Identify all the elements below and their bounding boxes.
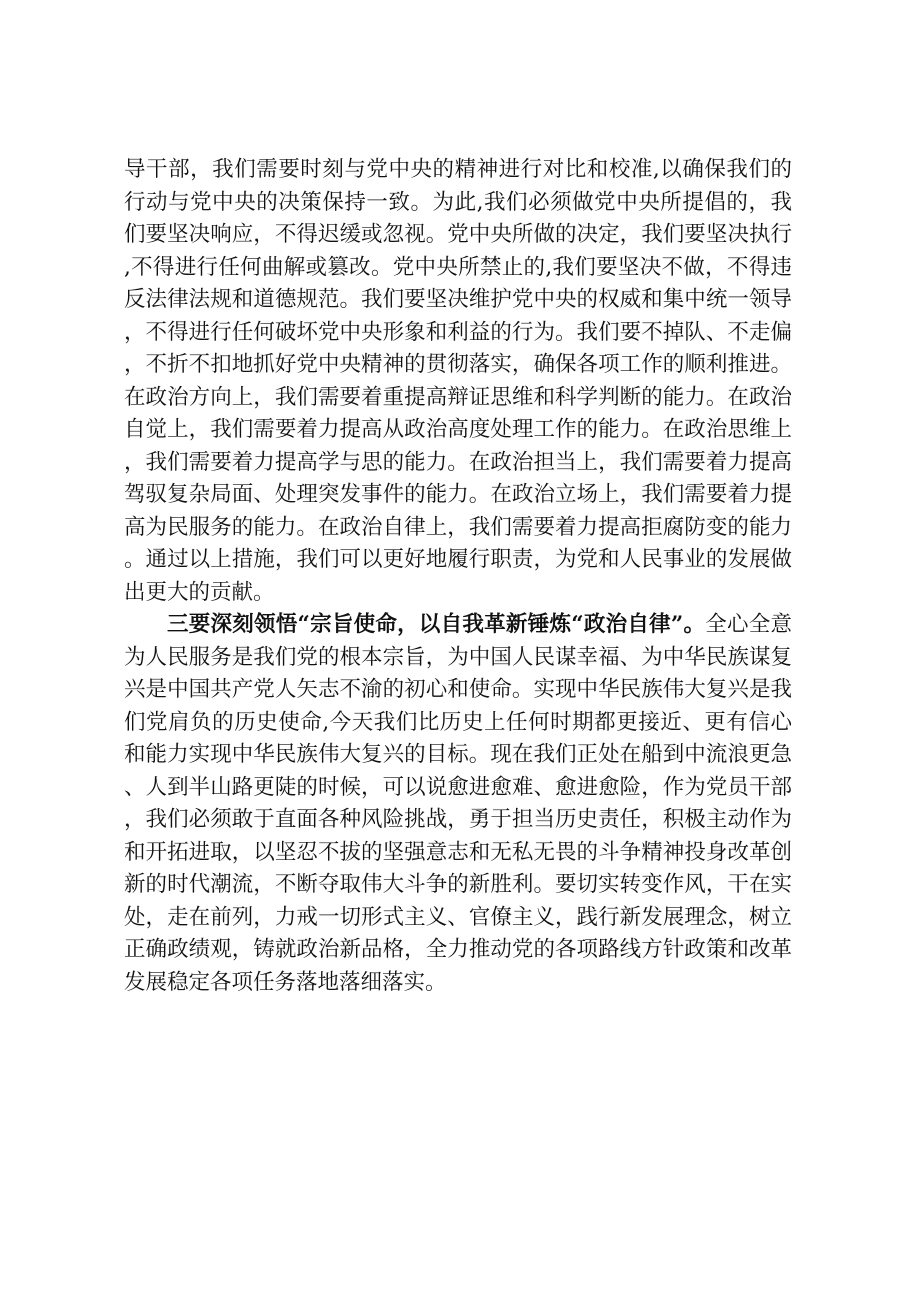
section-paragraph xyxy=(124,609,792,999)
paragraph-text: 导干部，我们需要时刻与党中央的精神进行对比和校准,以确保我们的行动与党中央的决策保持一致。为此,我们必须做党中央所提倡的，我们要坚决响应，不得迟缓或忽视。党中央所做的决定，我们要坚决执行,不得进行任何曲解或篡改。党中央所禁止的,我们要坚决不做，不得违反法律法规和道德规范。我们要坚决维护党中央的权威和集中统一领导，不得进行任何破坏党中央形象和利益的行为。我们要不掉队、不走偏，不折不扣地抓好党中央精神的贯彻落实，确保各项工作的顺利推进。在政治方向上，我们需要着重提高辩证思维和科学判断的能力。在政治自觉上，我们需要着力提高从政治高度处理工作的能力。在政治思维上，我们需要着力提高学与思的能力。在政治担当上，我们需要着力提高驾驭复杂局面、处理突发事件的能力。在政治立场上，我们需要着力提高为民服务的能力。在政治自律上，我们需要着力提高拒腐防变的能力。通过以上措施，我们可以更好地履行职责，为党和人民事业的发展做出更大的贡献。 xyxy=(124,157,792,605)
paragraph-text: 全心全意为人民服务是我们党的根本宗旨，为中国人民谋幸福、为中华民族谋复兴是中国共产党人矢志不渝的初心和使命。实现中华民族伟大复兴是我们党肩负的历史使命,今天我们比历史上任何时期都更接近、更有信心和能力实现中华民族伟大复兴的目标。现在我们正处在船到中流浪更急、人到半山路更陡的时候，可以说愈进愈难、愈进愈险，作为党员干部，我们必须敢于直面各种风险挑战，勇于担当历史责任，积极主动作为和开拓进取，以坚忍不拔的坚强意志和无私无畏的斗争精神投身改革创新的时代潮流，不断夺取伟大斗争的新胜利。要切实转变作风，干在实处，走在前列，力戒一切形式主义、官僚主义，践行新发展理念，树立正确政绩观，铸就政治新品格，全力推动党的各项路线方针政策和改革发展稳定各项任务落地落细落实。 xyxy=(124,612,792,995)
body-paragraph xyxy=(124,154,792,609)
section-heading: 三要深刻领悟“宗旨使命，以自我革新锤炼“政治自律”。 xyxy=(167,612,706,637)
document-page xyxy=(124,154,792,999)
